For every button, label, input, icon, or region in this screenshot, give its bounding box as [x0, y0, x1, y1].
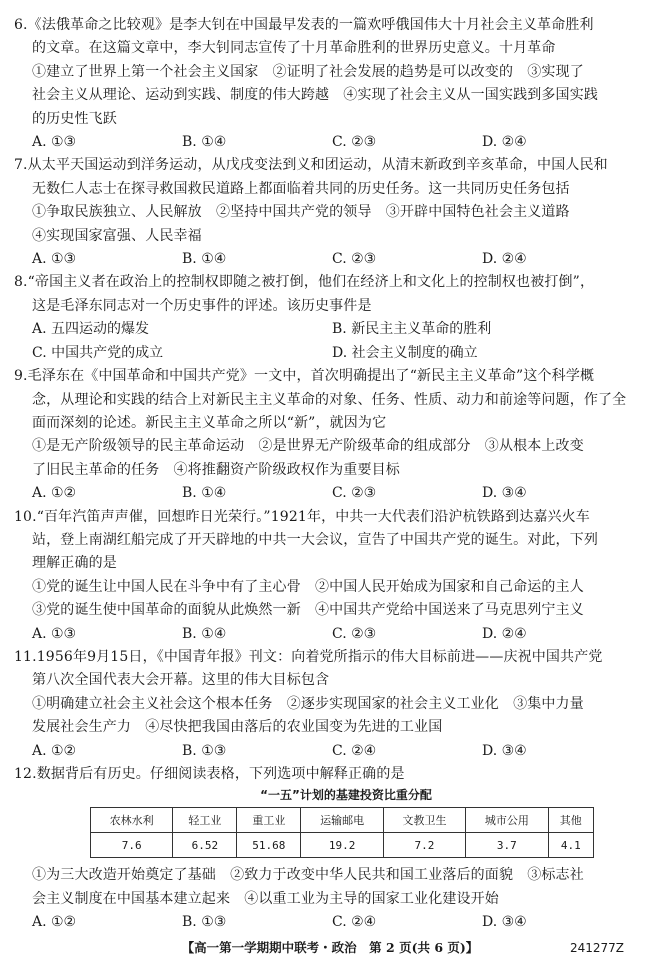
- question-text-line: 8.“帝国主义者在政治上的控制权即随之被打倒，他们在经济上和文化上的控制权也被打倒”，: [14, 274, 595, 291]
- table-value-cell: 3.7: [466, 833, 548, 858]
- answer-option: D. ③④: [482, 914, 527, 931]
- table-value-cell: 6.52: [173, 833, 237, 858]
- table-header-cell: 其他: [548, 808, 593, 833]
- answer-options: [14, 623, 638, 646]
- answer-options: [14, 740, 638, 763]
- question-6: [14, 14, 638, 154]
- question-text-line: 念，从理论和实践的结合上对新民主主义革命的对象、任务、性质、动力和前途等问题，作了全: [32, 391, 627, 408]
- table-value-cell: 7.6: [91, 833, 173, 858]
- table-value-cell: 4.1: [548, 833, 593, 858]
- page-footer: [0, 937, 648, 959]
- question-9: [14, 365, 638, 505]
- table-value-row: [91, 833, 594, 858]
- question-text-line: ①明确建立社会主义社会这个根本任务 ②逐步实现国家的社会主义工业化 ③集中力量: [32, 695, 584, 712]
- question-text-line: 面而深刻的论述。新民主主义革命之所以“新”，就因为它: [32, 414, 387, 431]
- answer-option: A. 五四运动的爆发: [32, 321, 150, 338]
- answer-options: [14, 911, 638, 934]
- question-text-line: 站，登上南湖红船完成了开天辟地的中共一大会议，宣告了中国共产党的诞生。对此，下列: [32, 531, 598, 548]
- question-11: [14, 646, 638, 763]
- question-text-line: 无数仁人志士在探寻救国救民道路上都面临着共同的历史任务。这一共同历史任务包括: [32, 180, 570, 197]
- answer-option: D. ③④: [482, 742, 527, 759]
- table-value-cell: 19.2: [301, 833, 383, 858]
- answer-option: C. ②④: [332, 742, 377, 759]
- investment-table: [90, 807, 594, 858]
- question-text-line: 会主义制度在中国基本建立起来 ④以重工业为主导的国家工业化建设开始: [32, 890, 499, 907]
- question-12: [14, 763, 638, 935]
- answer-option: A. ①③: [32, 251, 77, 268]
- answer-option: C. ②③: [332, 134, 377, 151]
- answer-option: A. ①③: [32, 625, 77, 642]
- answer-options: [14, 248, 638, 271]
- question-text-line: 12.数据背后有历史。仔细阅读表格，下列选项中解释正确的是: [14, 766, 405, 782]
- question-text-line: ④实现国家富强、人民幸福: [32, 227, 202, 244]
- answer-option: D. ②④: [482, 625, 527, 642]
- table-header-cell: 重工业: [237, 808, 301, 833]
- answer-option: C. ②③: [332, 485, 377, 502]
- answer-option: B. ①③: [182, 914, 227, 931]
- table-header-cell: 城市公用: [466, 808, 548, 833]
- question-text-line: 10.“百年汽笛声声催，回想昨日光荣行。”1921年，中共一大代表们沿沪杭铁路到达嘉兴火车: [14, 508, 590, 525]
- question-text-line: 第八次全国代表大会开幕。这里的伟大目标包含: [32, 672, 330, 689]
- table-header-cell: 文教卫生: [383, 808, 465, 833]
- question-text-line: ①建立了世界上第一个社会主义国家 ②证明了社会发展的趋势是可以改变的 ③实现了: [32, 63, 584, 80]
- answer-options: [14, 131, 638, 154]
- question-text-line: 的文章。在这篇文章中，李大钊同志宣传了十月革命胜利的世界历史意义。十月革命: [32, 40, 556, 57]
- question-text-line: ①争取民族独立、人民解放 ②坚持中国共产党的领导 ③开辟中国特色社会主义道路: [32, 204, 570, 221]
- footer-code: 241277Z: [569, 941, 624, 955]
- answer-option: D. ②④: [482, 134, 527, 151]
- question-text-line: 社会主义从理论、运动到实践、制度的伟大跨越 ④实现了社会主义从一国实践到多国实践: [32, 87, 598, 104]
- table-header-cell: 运输邮电: [301, 808, 383, 833]
- answer-option: C. ②③: [332, 251, 377, 268]
- question-text-line: ①党的诞生让中国人民在斗争中有了主心骨 ②中国人民开始成为国家和自己命运的主人: [32, 578, 584, 595]
- question-text-line: ①是无产阶级领导的民主革命运动 ②是世界无产阶级革命的组成部分 ③从根本上改变: [32, 438, 584, 455]
- question-8: [14, 271, 638, 365]
- question-text-line: 6.《法俄革命之比较观》是李大钊在中国最早发表的一篇欢呼俄国伟大十月社会主义革命胜利: [14, 17, 594, 33]
- question-text-line: ①为三大改造开始奠定了基础 ②致力于改变中华人民共和国工业落后的面貌 ③标志社: [32, 867, 584, 884]
- answer-option: D. ②④: [482, 251, 527, 268]
- answer-option: A. ①②: [32, 485, 77, 502]
- question-7: [14, 154, 638, 271]
- question-text-line: 理解正确的是: [32, 555, 117, 572]
- table-header-cell: 农林水利: [91, 808, 173, 833]
- answer-option: A. ①②: [32, 914, 77, 931]
- question-text-line: 了旧民主革命的任务 ④将推翻资产阶级政权作为重要目标: [32, 461, 400, 478]
- answer-option: A. ①③: [32, 134, 77, 151]
- question-text-line: 7.从太平天国运动到洋务运动，从戊戌变法到义和团运动，从清末新政到辛亥革命，中国人民和: [14, 157, 608, 174]
- answer-option: B. ①④: [182, 485, 227, 502]
- answer-option: B. ①④: [182, 134, 227, 151]
- answer-options: [14, 318, 638, 365]
- question-text-line: 的历史性飞跃: [32, 110, 117, 127]
- question-text-line: 发展社会生产力 ④尽快把我国由落后的农业国变为先进的工业国: [32, 719, 443, 736]
- answer-option: A. ①②: [32, 742, 77, 759]
- footer-title: 【高一第一学期期中联考・政治 第 2 页(共 6 页)】: [181, 940, 479, 955]
- table-header-cell: 轻工业: [173, 808, 237, 833]
- question-text-line: 9.毛泽东在《中国革命和中国共产党》一文中，首次明确提出了“新民主主义革命”这个科学概: [14, 368, 595, 385]
- answer-option: D. ③④: [482, 485, 527, 502]
- table-value-cell: 7.2: [383, 833, 465, 858]
- answer-option: B. ①③: [182, 742, 227, 759]
- question-text-line: 11.1956年9月15日，《中国青年报》刊文：向着党所指示的伟大目标前进——庆祝中国共产党: [14, 648, 603, 665]
- question-text-line: 这是毛泽东同志对一个历史事件的评述。该历史事件是: [32, 297, 372, 314]
- question-list: [14, 14, 638, 935]
- answer-options: [14, 482, 638, 505]
- table-header-row: [91, 808, 594, 833]
- answer-option: B. ①④: [182, 625, 227, 642]
- table-title: “一五”计划的基建投资比重分配: [260, 788, 432, 803]
- answer-option: C. ②④: [332, 914, 377, 931]
- answer-option: C. 中国共产党的成立: [32, 344, 164, 361]
- question-text-line: ③党的诞生使中国革命的面貌从此焕然一新 ④中国共产党给中国送来了马克思列宁主义: [32, 602, 584, 619]
- answer-option: B. 新民主主义革命的胜利: [332, 321, 492, 338]
- answer-option: D. 社会主义制度的确立: [332, 344, 478, 361]
- table-value-cell: 51.68: [237, 833, 301, 858]
- question-10: [14, 506, 638, 646]
- answer-option: C. ②③: [332, 625, 377, 642]
- answer-option: B. ①④: [182, 251, 227, 268]
